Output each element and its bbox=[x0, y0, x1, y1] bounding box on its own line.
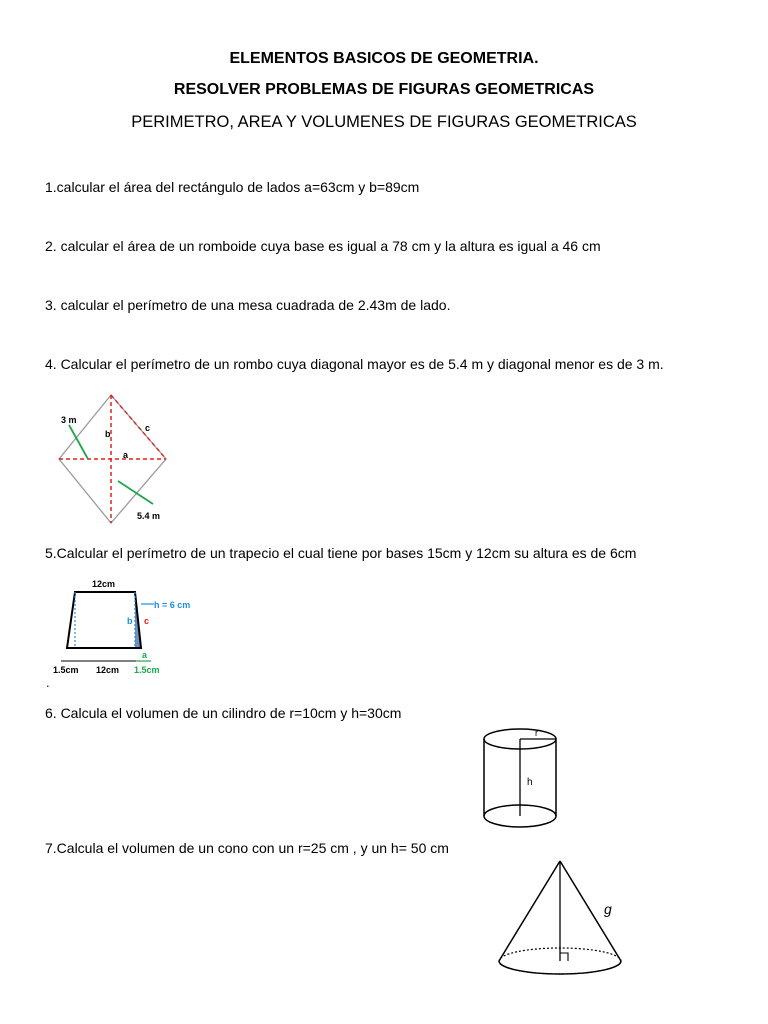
question-6: 6. Calcula el volumen de un cilindro de r=10cm y h=30cm bbox=[45, 705, 402, 721]
label-a: a bbox=[123, 450, 129, 460]
label-b: b bbox=[127, 616, 133, 626]
label-bottom-mid: 12cm bbox=[96, 665, 120, 675]
label-bottom-left: 1.5cm bbox=[53, 665, 79, 675]
label-r: r bbox=[535, 728, 538, 738]
document-title: ELEMENTOS BASICOS DE GEOMETRIA. bbox=[229, 50, 539, 67]
label-3m: 3 m bbox=[61, 415, 77, 425]
label-a: a bbox=[142, 650, 148, 660]
label-5-4m: 5.4 m bbox=[137, 511, 161, 521]
label-bottom-right: 1.5cm bbox=[134, 665, 160, 675]
label-height: h = 6 cm bbox=[154, 600, 191, 610]
label-c: c bbox=[144, 616, 150, 626]
label-b: b bbox=[105, 429, 111, 439]
question-7: 7.Calcula el volumen de un cono con un r=25 cm , y un h= 50 cm bbox=[45, 840, 449, 856]
stray-dot: . bbox=[46, 675, 50, 690]
label-h: h bbox=[527, 777, 533, 788]
question-5: 5.Calcular el perímetro de un trapecio el cual tiene por bases 15cm y 12cm su altura es de 6cm bbox=[45, 545, 637, 561]
label-c: c bbox=[145, 423, 151, 433]
rhombus-figure bbox=[45, 388, 185, 530]
cylinder-figure bbox=[470, 722, 570, 840]
question-4: 4. Calcular el perímetro de un rombo cuya diagonal mayor es de 5.4 m y diagonal menor es de 3 m. bbox=[45, 356, 664, 372]
label-top-base: 12cm bbox=[92, 579, 116, 589]
document-subtitle: PERIMETRO, AREA Y VOLUMENES DE FIGURAS GEOMETRICAS bbox=[131, 113, 637, 131]
label-g: g bbox=[604, 901, 612, 917]
document-title-2: RESOLVER PROBLEMAS DE FIGURAS GEOMETRICAS bbox=[173, 81, 595, 98]
trapezoid-figure bbox=[50, 576, 210, 680]
question-2: 2. calcular el área de un romboide cuya base es igual a 78 cm y la altura es igual a 46 cm bbox=[45, 238, 601, 254]
question-3: 3. calcular el perímetro de una mesa cuadrada de 2.43m de lado. bbox=[45, 297, 451, 313]
question-1: 1.calcular el área del rectángulo de lados a=63cm y b=89cm bbox=[45, 179, 420, 195]
cone-figure bbox=[492, 855, 632, 980]
